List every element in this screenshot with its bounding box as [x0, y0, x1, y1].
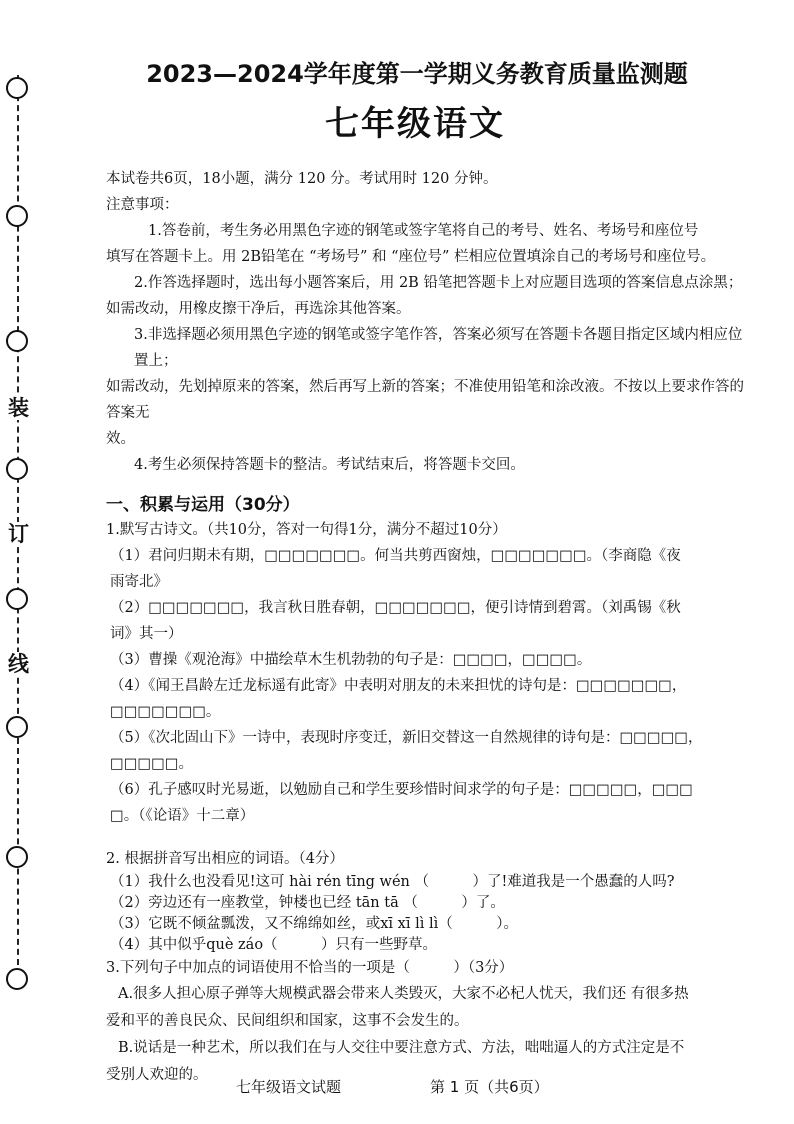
question-1-part-6-cont: □。（《论语》十二章） — [110, 808, 255, 824]
binding-hole-icon — [6, 458, 28, 480]
question-3-option-a-cont: 爱和平的善良民众、民间组织和国家，这事不会发生的。 — [106, 1013, 469, 1029]
notice-item-1-cont: 填写在答题卡上。用 2B铅笔在 “考场号” 和 “座位号” 栏相应位置填涂自己的考场号和座位号。 — [106, 249, 716, 265]
notice-item-3-end: 效。 — [106, 431, 135, 447]
binding-hole-icon — [6, 205, 28, 227]
exam-subtitle: 七年级语文 — [325, 104, 505, 144]
notice-item-4: 4.考生必须保持答题卡的整洁。考试结束后，将答题卡交回。 — [134, 457, 525, 473]
binding-char-xian: 线 — [8, 651, 29, 676]
section-heading: 一、积累与运用（30分） — [106, 495, 300, 515]
question-1-part-5-cont: □□□□□。 — [110, 756, 193, 772]
question-1-part-3: （3）曹操《观沧海》中描绘草木生机勃勃的句子是：□□□□，□□□□。 — [110, 652, 592, 668]
binding-hole-icon — [6, 968, 28, 990]
question-1-stem: 1.默写古诗文。（共10分，答对一句得1分，满分不超过10分） — [106, 522, 507, 538]
binding-hole-icon — [6, 330, 28, 352]
intro-text: 本试卷共6页，18小题，满分 120 分。考试用时 120 分钟。 — [106, 171, 498, 187]
question-1-part-1: （1）君问归期未有期，□□□□□□□。何当共剪西窗烛，□□□□□□□。（李商隐《夜 — [110, 548, 681, 564]
notice-item-3: 3.非选择题必须用黑色字迹的钢笔或签字笔作答，答案必须写在答题卡各题目指定区域内相应位置上； — [134, 327, 743, 369]
notice-item-1: 1.答卷前，考生务必用黑色字迹的钢笔或签字笔将自己的考号、姓名、考场号和座位号 — [148, 223, 699, 239]
question-1-part-5: （5）《次北固山下》一诗中，表现时序变迁，新旧交替这一自然规律的诗句是：□□□□□， — [110, 730, 703, 746]
question-3-option-a: A.很多人担心原子弹等大规模武器会带来人类毁灭，大家不必杞人忧天，我们还 有很多热 — [118, 986, 689, 1002]
binding-hole-icon — [6, 846, 28, 868]
question-1-part-2-cont: 词》其一） — [110, 626, 183, 642]
question-3-option-b: B.说话是一种艺术，所以我们在与人交往中要注意方式、方法，咄咄逼人的方式注定是不 — [118, 1040, 685, 1056]
question-3-option-b-cont: 受别人欢迎的。 — [106, 1067, 208, 1083]
notice-label: 注意事项： — [106, 197, 179, 213]
footer-page-number: 第 1 页（共6页） — [430, 1078, 549, 1096]
question-1-part-6: （6）孔子感叹时光易逝，以勉励自己和学生要珍惜时间求学的句子是：□□□□□，□□□ — [110, 782, 693, 798]
question-1-part-4-cont: □□□□□□□。 — [110, 704, 221, 720]
question-1-part-2: （2）□□□□□□□，我言秋日胜春朝，□□□□□□□，便引诗情到碧霄。（刘禹锡《秋 — [110, 600, 681, 616]
binding-char-zhuang: 装 — [8, 395, 29, 420]
exam-title: 2023—2024学年度第一学期义务教育质量监测题 — [146, 60, 688, 88]
question-1-part-4: （4）《闻王昌龄左迁龙标遥有此寄》中表明对朋友的未来担忧的诗句是：□□□□□□□， — [110, 678, 687, 694]
question-2-part-2: （2）旁边还有一座教堂，钟楼也已经 tān tā （ ）了。 — [110, 895, 505, 911]
question-3-stem: 3.下列句子中加点的词语使用不恰当的一项是（ ）（3分） — [106, 960, 514, 976]
question-1-part-1-cont: 雨寄北》 — [110, 574, 168, 590]
notice-item-2: 2.作答选择题时，选出每小题答案后，用 2B 铅笔把答题卡上对应题目选项的答案信息点涂黑； — [134, 275, 743, 291]
exam-content — [106, 166, 756, 1089]
notice-item-3-cont: 如需改动，先划掉原来的答案，然后再写上新的答案；不准使用铅笔和涂改液。不按以上要求作答的答案无 — [106, 379, 744, 421]
question-2-part-3: （3）它既不倾盆瓢泼，又不绵绵如丝，或xī xī lì lì（ ）。 — [110, 916, 518, 932]
binding-hole-icon — [6, 588, 28, 610]
question-2-part-4: （4）其中似乎què záo（ ）只有一些野草。 — [110, 937, 438, 953]
question-2-part-1: （1）我什么也没看见!这可 hài rén tīng wén （ ）了!难道我是一个愚蠢的人吗? — [110, 874, 675, 890]
notice-item-2-cont: 如需改动，用橡皮擦干净后，再选涂其他答案。 — [106, 301, 411, 317]
footer-title: 七年级语文试题 — [236, 1078, 342, 1096]
binding-hole-icon — [6, 716, 28, 738]
binding-char-ding: 订 — [8, 521, 29, 546]
binding-margin — [0, 0, 40, 1124]
question-2-stem: 2. 根据拼音写出相应的词语。（4分） — [106, 851, 344, 867]
